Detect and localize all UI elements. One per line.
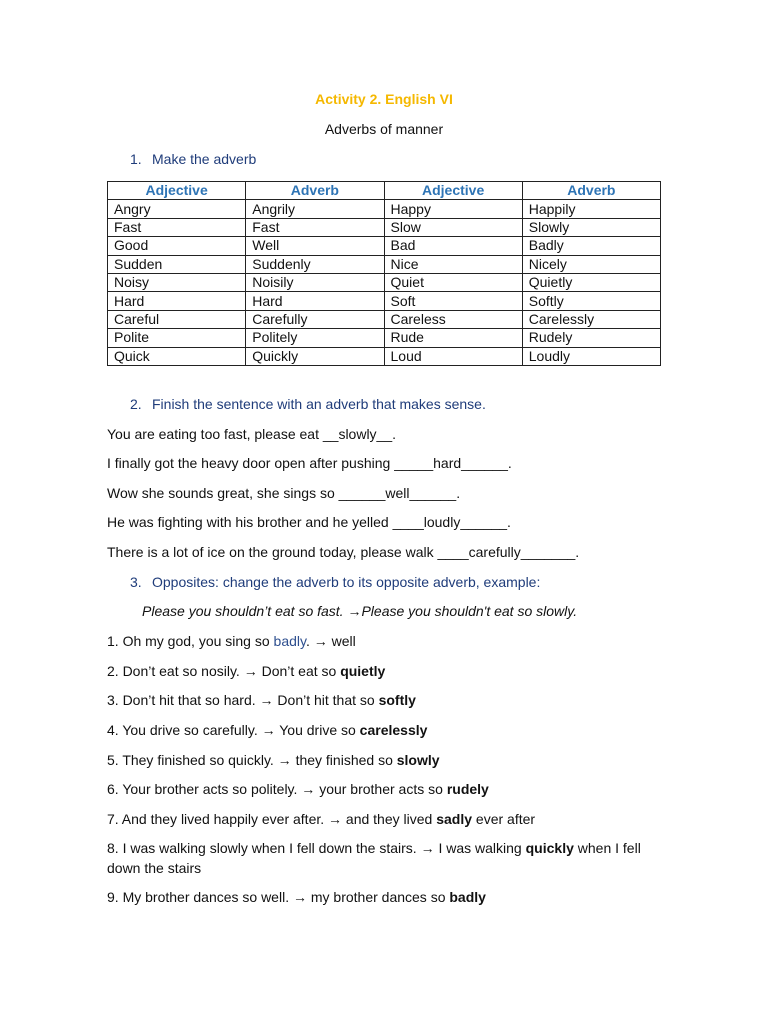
page-subtitle: Adverbs of manner [324,121,444,137]
table-cell: Suddenly [246,255,384,273]
table-cell: Slow [384,218,522,236]
section-3-text: Opposites: change the adverb to its opposite adverb, example: [152,574,541,590]
table-cell: Rude [384,329,522,347]
opposite-answer: quietly [340,663,386,679]
opposite-text: when I fell down the stairs [107,840,641,876]
opposite-answer: rudely [446,781,489,797]
opposite-item [107,663,385,679]
table-cell: Nice [384,255,522,273]
table-cell: Nicely [522,255,660,273]
sentence-item: There is a lot of ice on the ground today, please walk ____carefully_______. [107,544,580,560]
opposite-item [107,838,667,878]
table-cell: Softly [522,292,660,310]
section-2-text: Finish the sentence with an adverb that makes sense. [152,396,486,412]
sentence-item: You are eating too fast, please eat __slowly__. [107,426,397,442]
table-header: Adjective [384,182,522,200]
table-cell: Noisy [108,273,246,291]
opposite-answer: sadly [436,811,473,827]
table-cell: Loudly [522,347,660,365]
opposite-text: 2. Don’t eat so nosily. → Don’t eat so [107,663,341,679]
table-cell: Loud [384,347,522,365]
opposite-item [107,722,427,738]
opposite-text: 8. I was walking slowly when I fell down the stairs. → I was walking [107,840,526,856]
table-cell: Soft [384,292,522,310]
table-row [108,255,661,273]
opposite-item [107,811,535,827]
table-cell: Angry [108,200,246,218]
table-cell: Quiet [384,273,522,291]
sentence-item: He was fighting with his brother and he yelled ____loudly______. [107,514,511,530]
opposite-answer: quickly [525,840,574,856]
table-cell: Badly [522,237,660,255]
page-title: Activity 2. English VI [315,91,453,107]
table-header-row [108,182,661,200]
table-cell: Happily [522,200,660,218]
opposite-text: 1. Oh my god, you sing so [107,633,274,649]
table-header: Adverb [246,182,384,200]
table-row [108,329,661,347]
table-cell: Quietly [522,273,660,291]
opposite-answer: softly [378,692,416,708]
opposite-answer: slowly [396,752,440,768]
opposite-item [107,781,489,797]
table-row [108,273,661,291]
opposite-text: 7. And they lived happily ever after. → and they lived [107,811,437,827]
opposite-text: 6. Your brother acts so politely. → your brother acts so [107,781,447,797]
opposite-text: ever after [472,811,536,827]
table-cell: Sudden [108,255,246,273]
sentence-item: I finally got the heavy door open after pushing _____hard______. [107,455,512,471]
opposite-item [107,889,486,905]
opposite-text: 9. My brother dances so well. → my brother dances so [107,889,450,905]
table-cell: Good [108,237,246,255]
section-1-number: 1. [130,151,142,167]
table-row [108,237,661,255]
table-header: Adjective [108,182,246,200]
table-row [108,218,661,236]
table-row [108,200,661,218]
opposite-text: 5. They finished so quickly. → they finished so [107,752,397,768]
opposite-item [107,692,416,708]
table-row [108,347,661,365]
opposite-item [107,633,356,649]
table-cell: Well [246,237,384,255]
opposite-answer: badly [449,889,486,905]
example-sentence: Please you shouldn’t eat so fast. →Please you shouldn't eat so slowly. [142,603,578,619]
section-3-heading [130,574,540,590]
table-cell: Careless [384,310,522,328]
table-cell: Fast [246,218,384,236]
opposite-answer: carelessly [359,722,428,738]
table-cell: Bad [384,237,522,255]
table-row [108,310,661,328]
table-cell: Carefully [246,310,384,328]
section-1-text: Make the adverb [152,151,257,167]
table-header: Adverb [522,182,660,200]
table-cell: Noisily [246,273,384,291]
section-2-heading [130,396,486,412]
table-cell: Hard [108,292,246,310]
table-cell: Quickly [246,347,384,365]
table-cell: Hard [246,292,384,310]
table-cell: Slowly [522,218,660,236]
table-cell: Fast [108,218,246,236]
section-1-heading [130,151,256,167]
adverb-table [107,181,661,366]
section-3-number: 3. [130,574,142,590]
table-row [108,292,661,310]
table-cell: Happy [384,200,522,218]
table-cell: Quick [108,347,246,365]
opposite-item [107,752,440,768]
sentence-item: Wow she sounds great, she sings so ______well______. [107,485,461,501]
opposite-text: . → well [305,633,356,649]
table-cell: Polite [108,329,246,347]
opposite-text: 4. You drive so carefully. → You drive so [107,722,360,738]
opposite-text: 3. Don’t hit that so hard. → Don’t hit that so [107,692,379,708]
table-cell: Angrily [246,200,384,218]
table-cell: Careful [108,310,246,328]
opposite-adverb: badly [273,633,306,649]
section-2-number: 2. [130,396,142,412]
table-cell: Carelessly [522,310,660,328]
table-cell: Politely [246,329,384,347]
table-cell: Rudely [522,329,660,347]
